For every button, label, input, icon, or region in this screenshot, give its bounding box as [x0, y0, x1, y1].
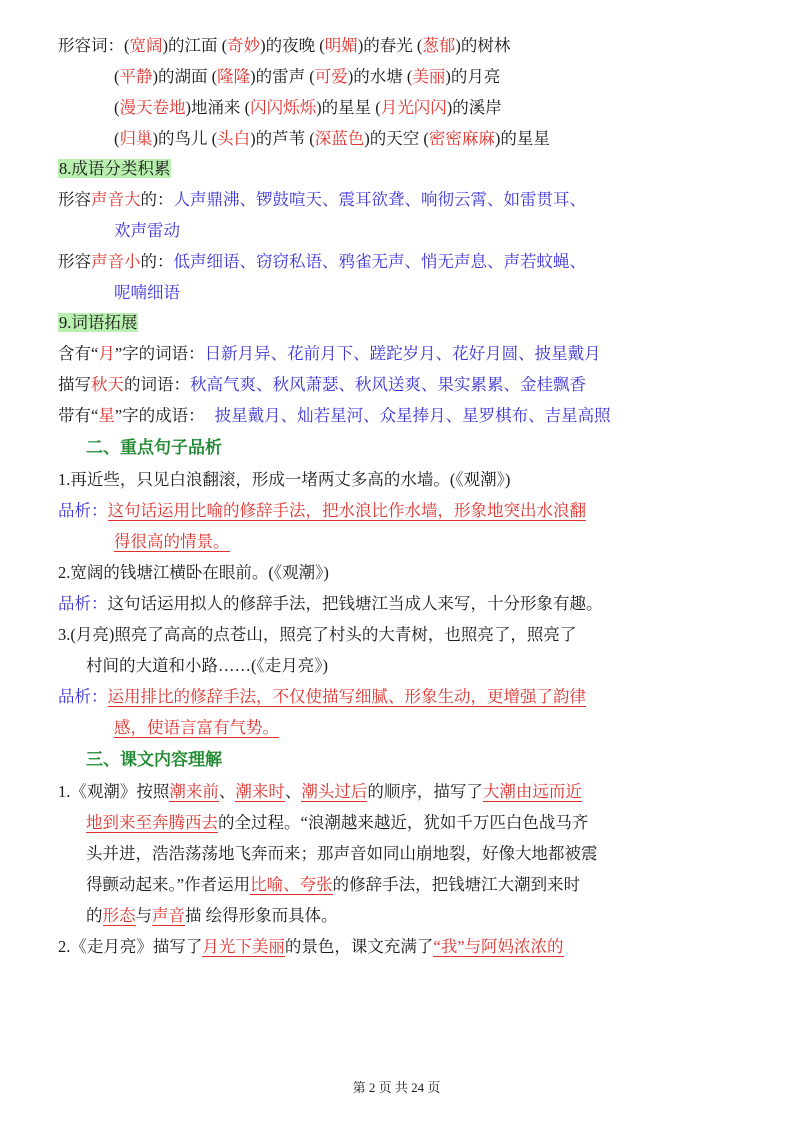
text-run: 密密麻麻	[428, 129, 495, 148]
text-run: 奇妙	[227, 36, 261, 55]
section-3-item-1-line-5	[58, 900, 741, 931]
text-run: 地到来至奔腾西去	[86, 813, 218, 832]
text-run: 潮来时	[235, 782, 285, 801]
section-2-item-3-analysis-1	[58, 681, 741, 712]
text-run: 描 绘得形象而具体。	[185, 906, 338, 925]
row-1-label-key: 月	[98, 344, 115, 363]
text-run: )的江面 (	[162, 36, 228, 55]
item-1-analysis-label: 品析：	[58, 501, 108, 520]
text-run: 月光闪闪	[380, 98, 447, 117]
adjectives-content-4	[114, 129, 550, 148]
text-run: )的天空 (	[364, 129, 429, 148]
row-2-items: 秋高气爽、秋风萧瑟、秋风送爽、果实累累、金桂飘香	[190, 375, 586, 394]
s3-item-1-num: 1.	[58, 782, 71, 801]
text-run: )的星星 (	[316, 98, 381, 117]
text-run: )的水塘 (	[347, 67, 413, 86]
text-run: 比喻、夸张	[250, 875, 333, 894]
row-3-items: 披星戴月、灿若星河、众星捧月、星罗棋布、吉星高照	[214, 406, 611, 425]
text-run: (	[124, 36, 130, 55]
section-2-item-3-sentence-1	[58, 619, 741, 650]
adjectives-content-2	[114, 67, 500, 86]
text-run: )的雷声 (	[250, 67, 315, 86]
row-1-label-post: ”字的词语：	[114, 344, 205, 363]
item-2-analysis-text-1: 这句话运用拟人的修辞手法，把钱塘江当成人来写，十分形象有趣。	[107, 594, 603, 613]
text-run: )的溪岸	[446, 98, 502, 117]
row-3-label-pre: 带有“	[58, 406, 99, 425]
item-3-analysis-label: 品析：	[58, 687, 108, 706]
text-run: 平静	[119, 67, 153, 86]
item-3-analysis-text-2: 感，使语言富有气势。	[114, 718, 279, 737]
section-3-item-1-line-4	[58, 869, 741, 900]
text-run: (	[114, 129, 120, 148]
text-run: 与	[135, 906, 152, 925]
adjectives-line-3	[58, 92, 741, 123]
adjectives-content-1	[124, 36, 510, 55]
item-1-analysis-text-2: 得很高的情景。	[114, 532, 230, 551]
section-2-item-1-sentence	[58, 464, 741, 495]
text-run: 头并进，浩浩荡荡地飞奔而来；那声音如同山崩地裂，好像大地都被震	[86, 844, 598, 863]
text-run: 的修辞手法，把钱塘江大潮到来时	[332, 875, 581, 894]
section-2-item-1-analysis-1	[58, 495, 741, 526]
text-run: 月光下美丽	[202, 937, 285, 956]
row-1-items: 日新月异、花前月下、蹉跎岁月、花好月圆、披星戴月	[204, 344, 601, 363]
section-8-heading-wrap	[58, 154, 741, 184]
section-8-group-2-line-2	[58, 277, 741, 308]
section-8-group-1-line-1	[58, 184, 741, 215]
section-9-heading-wrap	[58, 308, 741, 338]
adjectives-line-4	[58, 123, 741, 154]
text-run: 的	[86, 906, 103, 925]
s3-item-1-content-4	[86, 875, 580, 895]
section-3-item-1-line-1	[58, 776, 741, 807]
text-run: 头白	[217, 129, 251, 148]
text-run: 、	[284, 782, 302, 801]
section-2-item-3-analysis-2	[58, 712, 741, 743]
item-3-text-1: (月亮)照亮了高高的点苍山，照亮了村头的大青树，也照亮了，照亮了	[70, 625, 577, 644]
section-9-heading: 9.词语拓展	[59, 313, 138, 332]
text-run: 得颤动起来。”作者运用	[86, 875, 251, 894]
text-run: 《观潮》按照	[70, 782, 170, 801]
text-run: (	[114, 67, 120, 86]
text-run: )的芦苇 (	[250, 129, 315, 148]
text-run: )的树林	[455, 36, 511, 55]
group-1-items-1: 人声鼎沸、锣鼓喧天、震耳欲聋、响彻云霄、如雷贯耳、	[173, 190, 586, 209]
adjectives-line-1	[58, 30, 741, 61]
text-run: 宽阔	[129, 36, 163, 55]
section-9-row-3	[58, 400, 741, 431]
text-run: 形态	[102, 906, 136, 925]
section-2-item-1-analysis-2	[58, 526, 741, 557]
group-2-items-2: 呢喃细语	[114, 283, 180, 302]
text-run: 深蓝色	[314, 129, 365, 148]
row-1-label-pre: 含有“	[58, 344, 99, 363]
s3-item-1-content-2	[86, 813, 588, 833]
group-2-label-post: 的：	[140, 252, 174, 271]
row-3-label-key: 星	[98, 406, 115, 425]
text-run: 声音	[152, 906, 185, 925]
section-3-item-2-line-1	[58, 931, 741, 962]
adjectives-line-2	[58, 61, 741, 92]
s3-item-2-content-1	[70, 937, 563, 957]
s3-item-1-content-3	[86, 844, 598, 863]
text-run: 可爱	[314, 67, 348, 86]
item-1-analysis-text-1: 这句话运用比喻的修辞手法，把水浪比作水墙，形象地突出水浪翻	[107, 501, 586, 520]
text-run: )的湖面 (	[152, 67, 218, 86]
text-run: 的全过程。“浪潮越来越近，犹如千万匹白色战马齐	[218, 813, 589, 832]
section-3-heading: 三、课文内容理解	[86, 750, 222, 769]
group-1-label-key: 声音大	[91, 190, 141, 209]
s3-item-1-content-1	[70, 782, 582, 802]
text-run: )的春光 (	[357, 36, 423, 55]
item-3-num: 3.	[58, 625, 71, 644]
row-3-label-post: ”字的成语：	[114, 406, 205, 425]
page-footer: 第 2 页 共 24 页	[352, 1080, 441, 1095]
row-2-label-post: 的词语：	[124, 375, 190, 394]
text-run: )的夜晚 (	[260, 36, 325, 55]
section-9-row-2	[58, 369, 741, 400]
text-run: )的星星	[494, 129, 550, 148]
s3-item-1-content-5	[86, 906, 338, 926]
section-2-heading: 二、重点句子品析	[86, 438, 222, 457]
section-3-item-1-line-2	[58, 807, 741, 838]
text-run: 《走月亮》描写了	[70, 937, 203, 956]
adjectives-content-3	[114, 98, 502, 117]
s3-item-2-num: 2.	[58, 937, 71, 956]
item-2-num: 2.	[58, 563, 71, 582]
text-run: 、	[218, 782, 236, 801]
text-run: 的顺序，描写了	[367, 782, 483, 801]
text-run: 潮头过后	[301, 782, 368, 801]
section-8-heading: 8.成语分类积累	[59, 159, 171, 178]
item-2-analysis-label: 品析：	[58, 594, 108, 613]
section-8-group-2-line-1	[58, 246, 741, 277]
text-run: )的鸟儿 (	[152, 129, 218, 148]
row-2-label-pre: 描写	[58, 375, 91, 394]
text-run: 葱郁	[422, 36, 456, 55]
text-run: 明媚	[324, 36, 358, 55]
section-2-item-2-analysis-1	[58, 588, 741, 619]
text-run: 的景色，课文充满了	[284, 937, 434, 956]
item-1-text: 再近些，只见白浪翻滚，形成一堵两丈多高的水墙。(《观潮》)	[70, 470, 511, 489]
group-2-label-key: 声音小	[91, 252, 141, 271]
section-2-item-2-sentence	[58, 557, 741, 588]
group-1-label-post: 的：	[140, 190, 174, 209]
section-8-group-1-line-2	[58, 215, 741, 246]
text-run: )的月亮	[445, 67, 501, 86]
item-3-text-2: 村间的大道和小路……(《走月亮》)	[86, 656, 328, 675]
section-2-item-3-sentence-2	[58, 650, 741, 681]
item-1-num: 1.	[58, 470, 71, 489]
row-2-label-key: 秋天	[91, 375, 124, 394]
adjectives-label: 形容词：	[58, 36, 124, 55]
text-run: 潮来前	[169, 782, 219, 801]
text-run: 闪闪烁烁	[250, 98, 317, 117]
text-run: (	[114, 98, 120, 117]
text-run: 归巢	[119, 129, 153, 148]
item-3-analysis-text-1: 运用排比的修辞手法，不仅使描写细腻、形象生动，更增强了韵律	[107, 687, 586, 706]
text-run: 漫天卷地	[119, 98, 186, 117]
section-9-row-1	[58, 338, 741, 369]
text-run: 大潮由远而近	[482, 782, 582, 801]
item-2-text: 宽阔的钱塘江横卧在眼前。(《观潮》)	[70, 563, 329, 582]
text-run: “我”与阿妈浓浓的	[433, 937, 564, 956]
text-run: )地涌来 (	[185, 98, 251, 117]
group-1-label-pre: 形容	[58, 190, 91, 209]
text-run: 美丽	[412, 67, 446, 86]
group-1-items-2: 欢声雷动	[114, 221, 180, 240]
group-2-items-1: 低声细语、窃窃私语、鸦雀无声、悄无声息、声若蚊蝇、	[173, 252, 586, 271]
group-2-label-pre: 形容	[58, 252, 91, 271]
section-3-item-1-line-3	[58, 838, 741, 869]
text-run: 隆隆	[217, 67, 251, 86]
